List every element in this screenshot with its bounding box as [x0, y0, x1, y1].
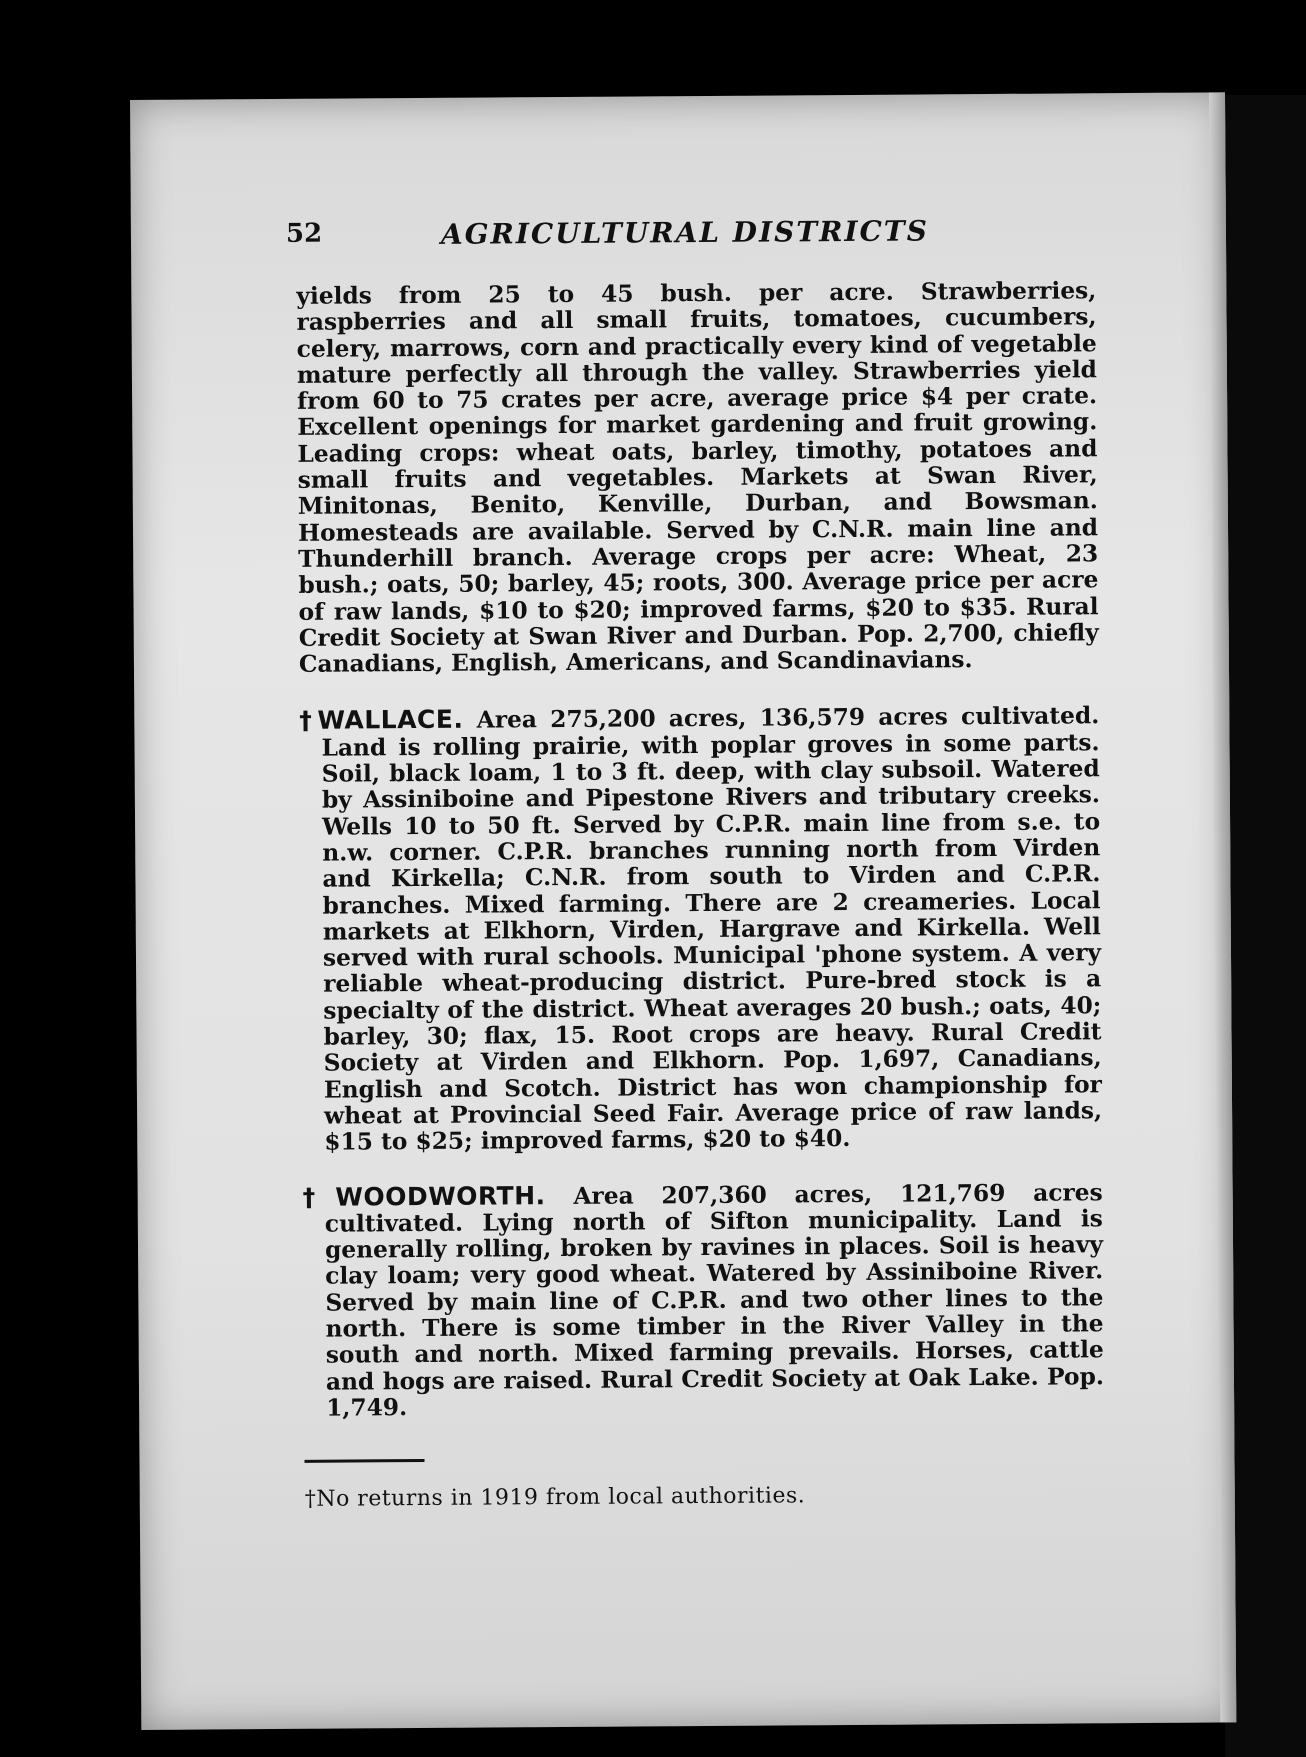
district-name-wallace: †WALLACE.: [299, 705, 464, 736]
district-entry-woodworth: [303, 1179, 1105, 1422]
page-number: 52: [285, 218, 323, 249]
book-page: [130, 92, 1236, 1730]
district-entry-wallace: [299, 703, 1102, 1157]
district-text-woodworth: Area 207,360 acres, 121,769 acres cultivated. Lying north of Sifton municipality. Land is generally rolling, broken by ravines in places. Soil is heavy clay loam; very good wheat. Watered by Assiniboine River. Served by main line of C.P.R. and two other lines to the north. There is some timber in the River Valley in the south and north. Mixed farming prevails. Horses, cattle and hogs are raised. Rural Credit Society at Oak Lake. Pop. 1,749.: [324, 1178, 1105, 1422]
running-head: [286, 213, 1086, 259]
page-body: [296, 278, 1105, 1513]
continuation-paragraph: yields from 25 to 45 bush. per acre. Strawberries, raspberries and all small fruits, tomatoes, cucumbers, celery, marrows, corn and practically every kind of vegetable mature perfectly all through the valley. Strawberries yield from 60 to 75 crates per acre, average price $4 per crate. Excellent openings for market gardening and fruit growing. Leading crops: wheat oats, barley, timothy, potatoes and small fruits and vegetables. Markets at Swan River, Minitonas, Benito, Kenville, Durban, and Bowsman. Homesteads are available. Served by C.N.R. main line and Thunderhill branch. Average crops per acre: Wheat, 23 bush.; oats, 50; barley, 45; roots, 300. Average price per acre of raw lands, $10 to $20; improved farms, $20 to $35. Rural Credit Society at Swan River and Durban. Pop. 2,700, chiefly Canadians, English, Americans, and Scandinavians.: [296, 277, 1099, 678]
footnote: †No returns in 1919 from local authorities.: [304, 1483, 806, 1512]
district-name-woodworth: †WOODWORTH.: [302, 1180, 546, 1212]
section-title: AGRICULTURAL DISTRICTS: [440, 214, 930, 251]
district-text-wallace: Area 275,200 acres, 136,579 acres cultivated. Land is rolling prairie, with poplar groves in some parts. Soil, black loam, 1 to 3 ft. deep, with clay subsoil. Watered by Assiniboine and Pipestone Rivers and tributary creeks. Wells 10 to 50 ft. Served by C.P.R. main line from s.e. to n.w. corner. C.P.R. branches running north from Virden and Kirkella; C.N.R. from south to Virden and C.P.R. branches. Mixed farming. There are 2 creameries. Local markets at Elkhorn, Virden, Hargrave and Kirkella. Well served with rural schools. Municipal 'phone system. A very reliable wheat-producing district. Pure-bred stock is a specialty of the district. Wheat averages 20 bush.; oats, 40; barley, 30; flax, 15. Root crops are heavy. Rural Credit Society at Virden and Elkhorn. Pop. 1,697, Canadians, English and Scotch. District has won championship for wheat at Provincial Seed Fair. Average price of raw lands, $15 to $25; improved farms, $20 to $40.: [321, 702, 1103, 1156]
adjacent-page-edge: [1225, 95, 1306, 1757]
footnote-rule: [304, 1459, 424, 1463]
